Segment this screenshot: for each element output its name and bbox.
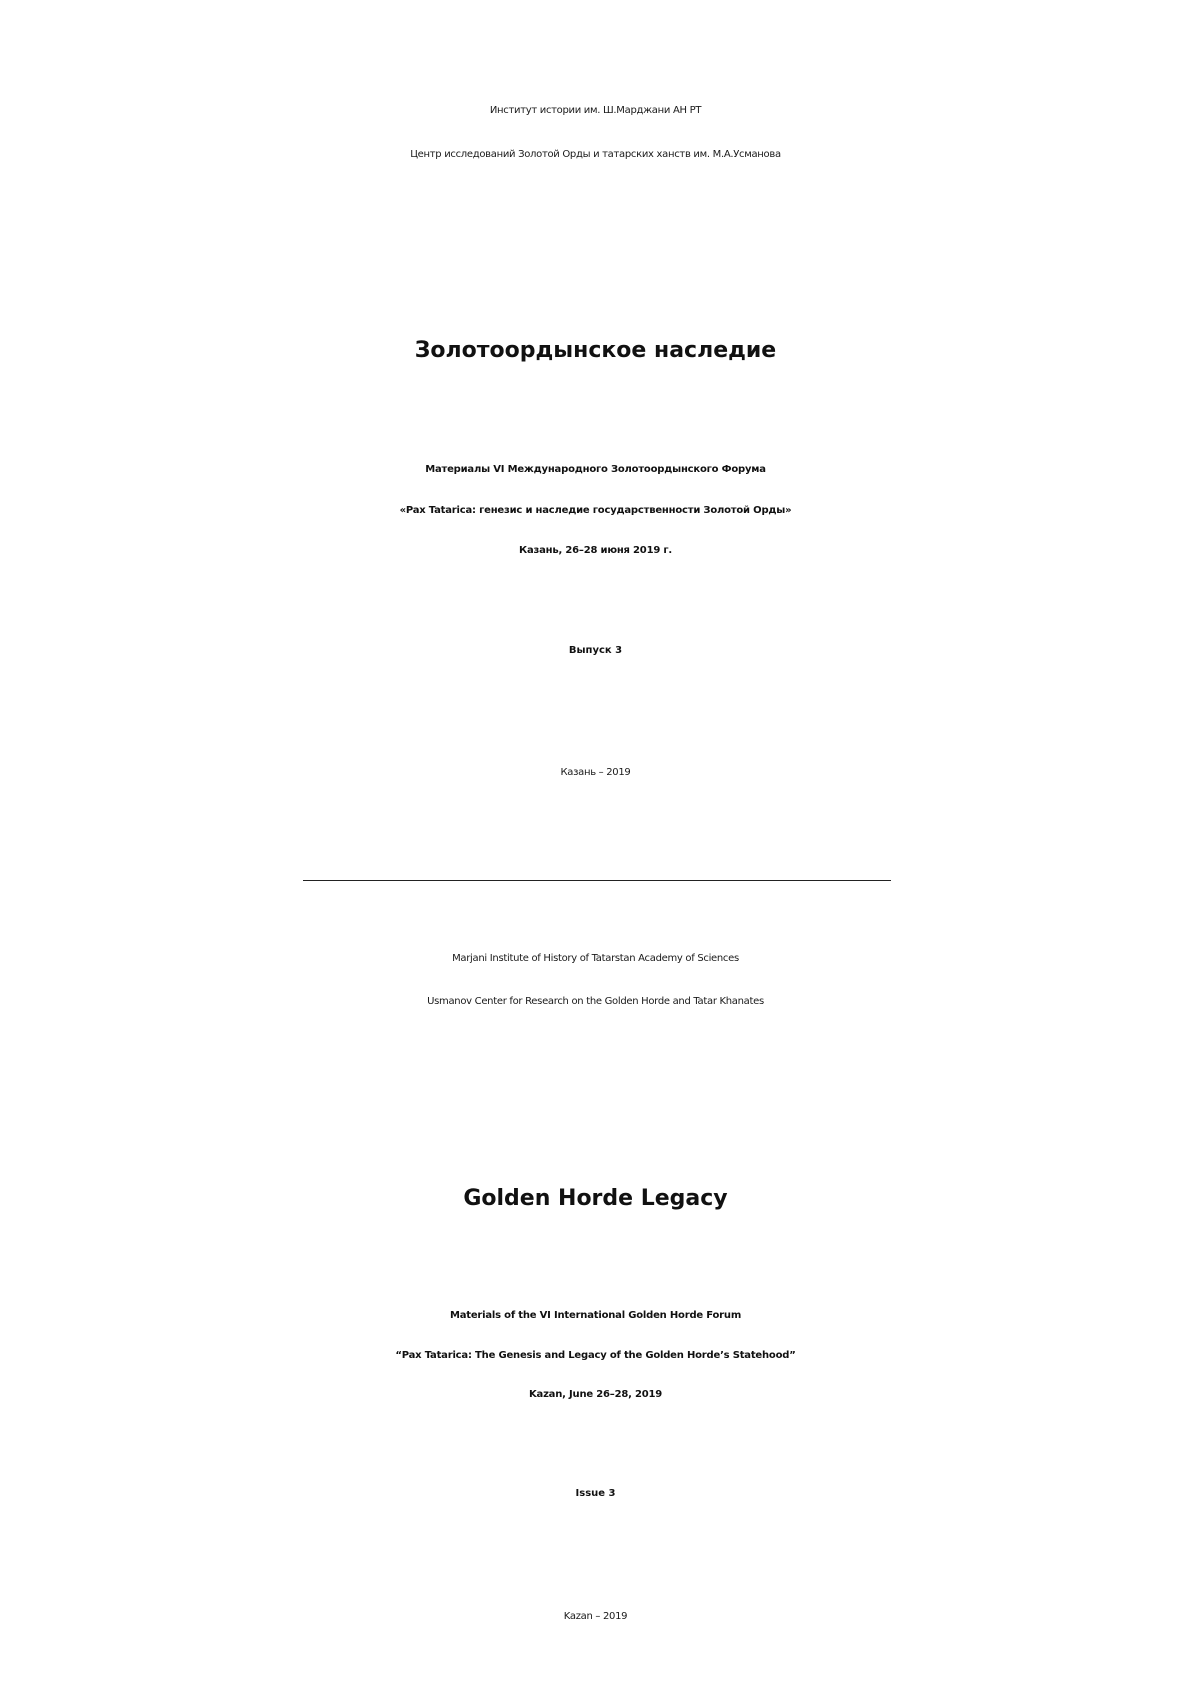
ru-institute-line2: Центр исследований Золотой Орды и татарских ханств им. М.А.Усманова (410, 149, 781, 160)
en-title: Golden Horde Legacy (463, 1186, 728, 1211)
ru-subtitle-line2: «Pax Tatarica: генезис и наследие государственности Золотой Орды» (399, 505, 792, 516)
en-subtitle-line1: Materials of the VI International Golden Horde Forum (449, 1310, 742, 1321)
ru-subtitle-line1: Материалы VI Международного Золотоордынского Форума (425, 464, 766, 475)
en-issue: Issue 3 (575, 1488, 616, 1499)
section-divider (303, 880, 891, 881)
ru-place-year: Казань – 2019 (560, 767, 631, 778)
en-subtitle-line2: “Pax Tatarica: The Genesis and Legacy of the Golden Horde’s Statehood” (395, 1350, 796, 1361)
en-institute-line1: Marjani Institute of History of Tatarstan Academy of Sciences (452, 953, 739, 964)
en-place-year: Kazan – 2019 (563, 1611, 628, 1622)
en-institute-line2: Usmanov Center for Research on the Golden Horde and Tatar Khanates (427, 996, 764, 1007)
ru-issue: Выпуск 3 (568, 645, 623, 656)
en-subtitle-line3: Kazan, June 26–28, 2019 (528, 1389, 663, 1400)
ru-title: Золотоордынское наследие (414, 338, 777, 363)
ru-institute-line1: Институт истории им. Ш.Марджани АН РТ (489, 105, 702, 116)
ru-subtitle-line3: Казань, 26–28 июня 2019 г. (519, 545, 672, 556)
